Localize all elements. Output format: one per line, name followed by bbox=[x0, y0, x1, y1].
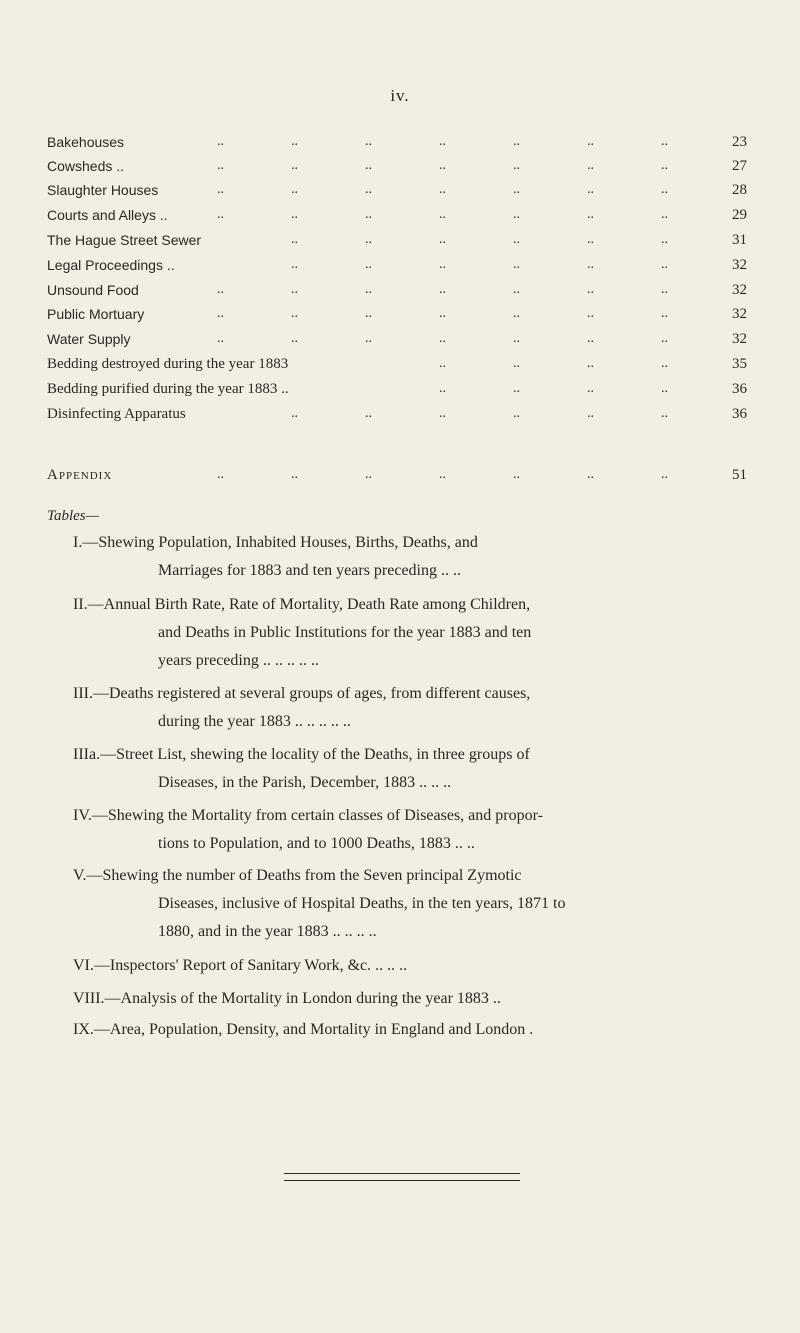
toc-entry-label: Slaughter Houses bbox=[47, 182, 159, 198]
table-description bbox=[47, 985, 707, 1013]
table-description bbox=[47, 952, 707, 980]
toc-entry: Unsound Food .. .. .. .. .. .. .. 32 bbox=[47, 282, 747, 298]
table-description bbox=[47, 802, 707, 858]
table-description bbox=[47, 1016, 707, 1044]
toc-entry-label: Legal Proceedings .. bbox=[47, 257, 175, 273]
table-description-line: Diseases, inclusive of Hospital Deaths, in the ten years, 1871 to bbox=[158, 895, 566, 912]
toc-entry-page: 23 bbox=[732, 134, 747, 150]
toc-entry-page: 36 bbox=[732, 406, 747, 422]
toc-entry: Bedding purified during the year 1883 .. .. .. .. .. 36 bbox=[47, 381, 747, 397]
table-description-first-line: VI.—Inspectors' Report of Sanitary Work, &c. .. .. .. bbox=[73, 957, 408, 974]
closing-double-rule bbox=[284, 1173, 520, 1181]
table-description-line: Diseases, in the Parish, December, 1883 .. .. .. bbox=[158, 774, 452, 791]
toc-entry: Disinfecting Apparatus .. .. .. .. .. .. 36 bbox=[47, 406, 747, 422]
toc-entry-label: Disinfecting Apparatus bbox=[47, 406, 186, 422]
table-description-line: during the year 1883 .. .. .. .. .. bbox=[158, 713, 351, 730]
page-number: iv. bbox=[390, 86, 410, 105]
table-description-line: Marriages for 1883 and ten years preceding .. .. bbox=[158, 562, 461, 579]
toc-entry-page: 29 bbox=[732, 207, 747, 223]
toc-entry: Legal Proceedings .. .. .. .. .. .. .. 32 bbox=[47, 257, 747, 273]
toc-entry: Bakehouses .. .. .. .. .. .. .. 23 bbox=[47, 134, 747, 150]
toc-entry-page: 32 bbox=[732, 282, 747, 298]
toc-entry-label: Courts and Alleys .. bbox=[47, 207, 168, 223]
table-description-line: years preceding .. .. .. .. .. bbox=[158, 652, 319, 669]
table-description bbox=[47, 591, 707, 675]
toc-entry-label: Bedding purified during the year 1883 .. bbox=[47, 381, 289, 397]
toc-entry: Bedding destroyed during the year 1883 .. .. .. .. 35 bbox=[47, 356, 747, 372]
table-description bbox=[47, 741, 707, 797]
toc-entry-label: Cowsheds .. bbox=[47, 158, 125, 174]
toc-entry: The Hague Street Sewer .. .. .. .. .. .. 31 bbox=[47, 232, 747, 248]
table-description-line: and Deaths in Public Institutions for the year 1883 and ten bbox=[158, 624, 532, 641]
toc-entry-label: Bakehouses bbox=[47, 134, 125, 150]
table-description-first-line: III.—Deaths registered at several groups of ages, from different causes, bbox=[73, 685, 531, 702]
table-description bbox=[47, 680, 707, 736]
toc-entry-page: 32 bbox=[732, 331, 747, 347]
toc-entry-label: The Hague Street Sewer bbox=[47, 232, 202, 248]
toc-entry-label: Public Mortuary bbox=[47, 306, 145, 322]
table-description-first-line: IIIa.—Street List, shewing the locality of the Deaths, in three groups of bbox=[73, 746, 530, 763]
toc-entry-page: 28 bbox=[732, 182, 747, 198]
toc-entry: Water Supply .. .. .. .. .. .. .. 32 bbox=[47, 331, 747, 347]
table-description-first-line: IV.—Shewing the Mortality from certain classes of Diseases, and propor- bbox=[73, 807, 543, 824]
table-description-line: tions to Population, and to 1000 Deaths, 1883 .. .. bbox=[158, 835, 475, 852]
toc-entry-label: Bedding destroyed during the year 1883 bbox=[47, 356, 289, 372]
toc-entry: Cowsheds .. .. .. .. .. .. .. .. 27 bbox=[47, 158, 747, 174]
toc-entry-page: 35 bbox=[732, 356, 747, 372]
toc-entry: Courts and Alleys .. .. .. .. .. .. .. .. 29 bbox=[47, 207, 747, 223]
table-description-first-line: IX.—Area, Population, Density, and Mortality in England and London . bbox=[73, 1021, 534, 1038]
toc-entry: Slaughter Houses .. .. .. .. .. .. .. 28 bbox=[47, 182, 747, 198]
toc-entry-page: 32 bbox=[732, 306, 747, 322]
toc-entry-label: Water Supply bbox=[47, 331, 131, 347]
table-description-first-line: I.—Shewing Population, Inhabited Houses, Births, Deaths, and bbox=[73, 534, 478, 551]
toc-entry-page: 32 bbox=[732, 257, 747, 273]
table-description-first-line: II.—Annual Birth Rate, Rate of Mortality, Death Rate among Children, bbox=[73, 596, 531, 613]
toc-entry-page: 31 bbox=[732, 232, 747, 248]
appendix-page: 51 bbox=[732, 467, 747, 483]
table-description-first-line: VIII.—Analysis of the Mortality in London during the year 1883 .. bbox=[73, 990, 501, 1007]
appendix-label: Appendix bbox=[47, 467, 113, 483]
table-description bbox=[47, 862, 707, 946]
appendix-entry: Appendix .. .. .. .. .. .. .. 51 bbox=[47, 467, 747, 483]
table-description bbox=[47, 529, 707, 585]
table-description-line: 1880, and in the year 1883 .. .. .. .. bbox=[158, 923, 377, 940]
tables-heading: Tables— bbox=[47, 508, 99, 524]
toc-entry-page: 27 bbox=[732, 158, 747, 174]
toc-entry-label: Unsound Food bbox=[47, 282, 139, 298]
toc-entry: Public Mortuary .. .. .. .. .. .. .. 32 bbox=[47, 306, 747, 322]
table-description-first-line: V.—Shewing the number of Deaths from the Seven principal Zymotic bbox=[73, 867, 522, 884]
toc-entry-page: 36 bbox=[732, 381, 747, 397]
